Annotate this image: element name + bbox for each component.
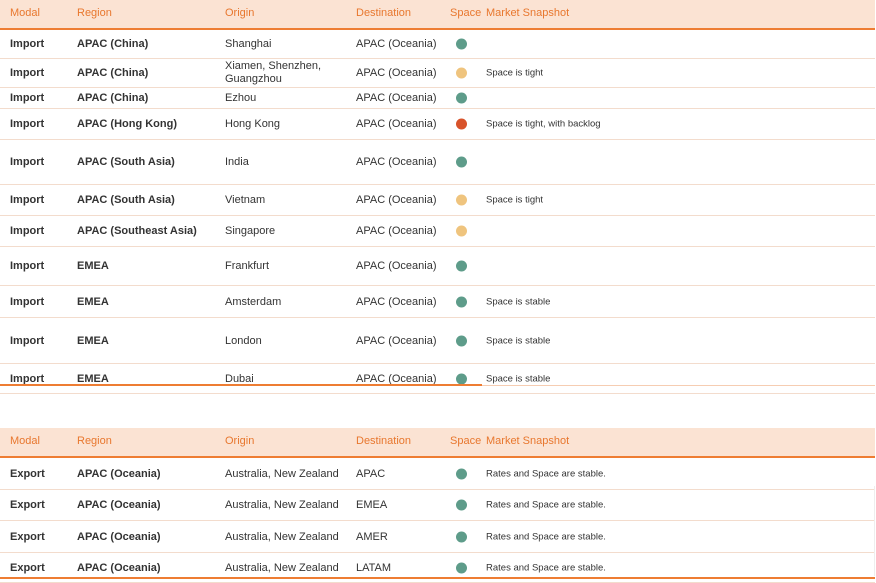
cell-destination: APAC (Oceania) xyxy=(356,225,437,237)
table-row xyxy=(0,30,875,59)
cell-region: EMEA xyxy=(77,260,109,272)
header-modal: Modal xyxy=(10,435,40,447)
cell-region: APAC (China) xyxy=(77,38,149,50)
space-status-indicator xyxy=(456,157,467,168)
cell-modal: Import xyxy=(10,334,45,347)
cell-modal: Import xyxy=(10,118,45,130)
cell-destination: LATAM xyxy=(356,561,392,574)
cell-region: EMEA xyxy=(77,334,109,347)
cell-modal: Import xyxy=(10,194,45,206)
cell-market-snapshot: Space is stable xyxy=(486,296,551,307)
space-status-indicator xyxy=(456,119,467,130)
table-row xyxy=(0,185,875,216)
cell-region: APAC (Southeast Asia) xyxy=(77,225,197,237)
cell-market-snapshot: Space is tight xyxy=(486,67,544,79)
table-row xyxy=(0,458,875,490)
cell-origin: Ezhou xyxy=(225,92,257,104)
cell-origin: Australia, New Zealand xyxy=(225,561,339,574)
header-region: Region xyxy=(77,435,112,447)
export-table-header xyxy=(0,428,875,458)
table-row xyxy=(0,59,875,88)
header-space: Space xyxy=(450,435,482,447)
space-status-indicator xyxy=(456,468,467,479)
import-table-bottom-rule xyxy=(0,384,482,386)
table-row xyxy=(0,247,875,286)
cell-region: APAC (Oceania) xyxy=(77,530,161,543)
cell-origin: Australia, New Zealand xyxy=(225,530,339,543)
cell-destination: APAC (Oceania) xyxy=(356,194,437,206)
table-row xyxy=(0,140,875,185)
table-row xyxy=(0,521,875,553)
cell-destination: EMEA xyxy=(356,499,388,511)
cell-market-snapshot: Rates and Space are stable. xyxy=(486,562,606,573)
cell-modal: Import xyxy=(10,260,45,272)
cell-market-snapshot: Rates and Space are stable. xyxy=(486,499,606,511)
header-space: Space xyxy=(450,7,482,19)
space-status-indicator xyxy=(456,68,467,79)
cell-origin: Hong Kong xyxy=(225,118,281,130)
table-row xyxy=(0,364,875,394)
cell-origin: Xiamen, Shenzhen, Guangzhou xyxy=(225,60,322,85)
table-row xyxy=(0,490,875,521)
export-table-bottom-rule xyxy=(0,577,875,579)
space-status-indicator xyxy=(456,500,467,511)
cell-origin: India xyxy=(225,156,249,168)
cell-modal: Export xyxy=(10,530,45,543)
cell-modal: Export xyxy=(10,499,45,511)
cell-market-snapshot: Space is stable xyxy=(486,373,551,384)
header-region: Region xyxy=(77,7,112,19)
header-modal: Modal xyxy=(10,7,40,19)
cell-origin: London xyxy=(225,334,262,347)
space-status-indicator xyxy=(456,296,467,307)
import-table-body xyxy=(0,30,875,394)
cell-market-snapshot: Space is tight, with backlog xyxy=(486,118,601,130)
table-row xyxy=(0,318,875,364)
cell-market-snapshot: Rates and Space are stable. xyxy=(486,468,606,479)
cell-modal: Import xyxy=(10,156,45,168)
space-status-indicator xyxy=(456,531,467,542)
export-table-right-edge xyxy=(874,486,875,576)
cell-origin: Frankfurt xyxy=(225,260,270,272)
cell-origin: Singapore xyxy=(225,225,276,237)
cell-region: APAC (Oceania) xyxy=(77,499,161,511)
cell-destination: APAC xyxy=(356,467,386,480)
cell-destination: APAC (Oceania) xyxy=(356,92,437,104)
cell-region: EMEA xyxy=(77,295,109,308)
header-destination: Destination xyxy=(356,435,412,447)
header-destination: Destination xyxy=(356,7,412,19)
space-status-indicator xyxy=(456,562,467,573)
cell-region: APAC (South Asia) xyxy=(77,156,175,168)
cell-modal: Export xyxy=(10,467,45,480)
table-row xyxy=(0,109,875,140)
header-market-snapshot: Market Snapshot xyxy=(486,7,570,19)
cell-origin: Shanghai xyxy=(225,38,272,50)
cell-market-snapshot: Rates and Space are stable. xyxy=(486,531,606,542)
cell-region: APAC (China) xyxy=(77,92,149,104)
import-table-header xyxy=(0,0,875,30)
space-status-indicator xyxy=(456,195,467,206)
space-status-indicator xyxy=(456,226,467,237)
cell-modal: Import xyxy=(10,372,45,385)
cell-origin: Australia, New Zealand xyxy=(225,499,339,511)
space-status-indicator xyxy=(456,39,467,50)
cell-destination: APAC (Oceania) xyxy=(356,67,437,79)
cell-market-snapshot: Space is stable xyxy=(486,335,551,346)
space-status-indicator xyxy=(456,335,467,346)
cell-region: APAC (Hong Kong) xyxy=(77,118,177,130)
cell-modal: Import xyxy=(10,295,45,308)
cell-destination: APAC (Oceania) xyxy=(356,156,437,168)
cell-origin: Dubai xyxy=(225,372,254,385)
table-row xyxy=(0,216,875,247)
cell-region: APAC (South Asia) xyxy=(77,194,175,206)
import-table-bottom-rule-light xyxy=(482,385,875,386)
header-origin: Origin xyxy=(225,435,255,447)
table-row xyxy=(0,88,875,109)
cell-destination: APAC (Oceania) xyxy=(356,260,437,272)
cell-region: EMEA xyxy=(77,372,109,385)
cell-destination: APAC (Oceania) xyxy=(356,38,437,50)
cell-modal: Import xyxy=(10,225,45,237)
cell-modal: Import xyxy=(10,38,45,50)
cell-destination: AMER xyxy=(356,530,388,543)
header-market-snapshot: Market Snapshot xyxy=(486,435,570,447)
export-table xyxy=(0,428,875,583)
cell-origin: Vietnam xyxy=(225,194,266,206)
cell-origin: Amsterdam xyxy=(225,295,282,308)
cell-region: APAC (Oceania) xyxy=(77,561,161,574)
cell-modal: Import xyxy=(10,92,45,104)
cell-modal: Import xyxy=(10,67,45,79)
space-status-indicator xyxy=(456,373,467,384)
cell-origin: Australia, New Zealand xyxy=(225,467,339,480)
cell-region: APAC (Oceania) xyxy=(77,467,161,480)
cell-modal: Export xyxy=(10,561,45,574)
cell-destination: APAC (Oceania) xyxy=(356,118,437,130)
header-origin: Origin xyxy=(225,7,255,19)
space-status-indicator xyxy=(456,93,467,104)
cell-destination: APAC (Oceania) xyxy=(356,372,437,385)
table-row xyxy=(0,286,875,318)
cell-destination: APAC (Oceania) xyxy=(356,295,437,308)
export-table-body xyxy=(0,458,875,583)
cell-market-snapshot: Space is tight xyxy=(486,194,544,206)
cell-region: APAC (China) xyxy=(77,67,149,79)
cell-destination: APAC (Oceania) xyxy=(356,334,437,347)
space-status-indicator xyxy=(456,261,467,272)
